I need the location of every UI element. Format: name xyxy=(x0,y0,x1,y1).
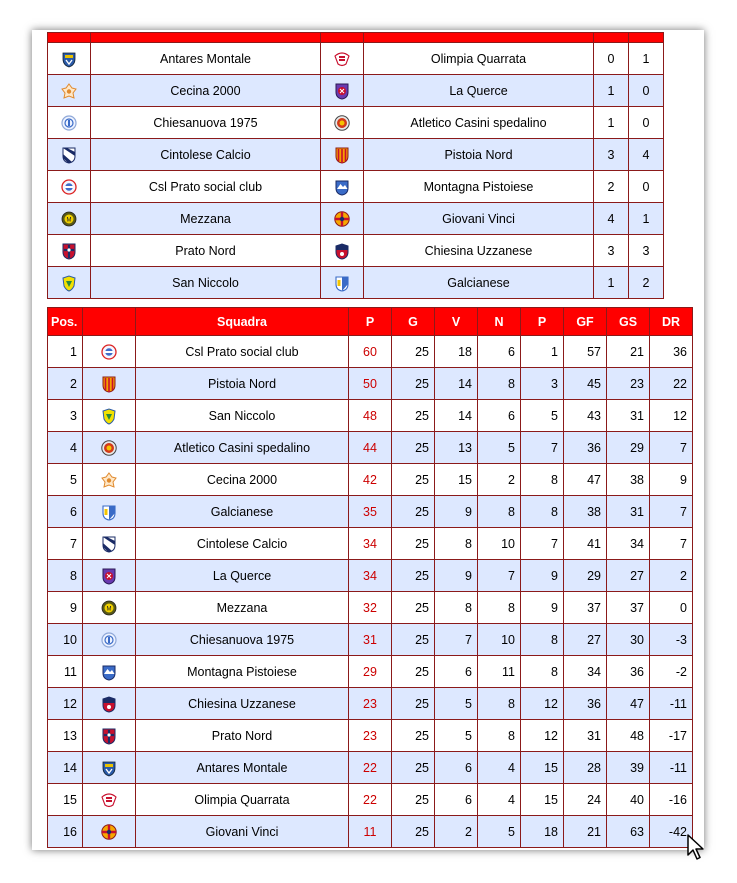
points: 60 xyxy=(349,336,392,368)
drawn: 8 xyxy=(478,720,521,752)
csl-prato-logo-icon xyxy=(48,178,90,196)
home-logo-cell xyxy=(48,203,91,235)
won: 5 xyxy=(435,688,478,720)
team-name[interactable]: Mezzana xyxy=(136,592,349,624)
home-logo-cell xyxy=(48,235,91,267)
points: 32 xyxy=(349,592,392,624)
position: 2 xyxy=(48,368,83,400)
drawn: 4 xyxy=(478,752,521,784)
home-goals: 1 xyxy=(594,75,629,107)
away-goals: 2 xyxy=(629,267,664,299)
position: 9 xyxy=(48,592,83,624)
home-team-name[interactable]: Prato Nord xyxy=(91,235,321,267)
home-logo-cell xyxy=(48,171,91,203)
away-team-name[interactable]: Olimpia Quarrata xyxy=(364,43,594,75)
away-goals: 3 xyxy=(629,235,664,267)
away-team-name[interactable]: Atletico Casini spedalino xyxy=(364,107,594,139)
goals-for: 29 xyxy=(564,560,607,592)
position: 5 xyxy=(48,464,83,496)
team-logo-cell xyxy=(83,624,136,656)
goals-for: 34 xyxy=(564,656,607,688)
mezzana-logo-icon xyxy=(48,210,90,228)
played: 25 xyxy=(392,336,435,368)
team-name[interactable]: Montagna Pistoiese xyxy=(136,656,349,688)
home-team-name[interactable]: Cintolese Calcio xyxy=(91,139,321,171)
goals-against: 34 xyxy=(607,528,650,560)
standings-table xyxy=(47,307,693,848)
header-team[interactable]: Squadra xyxy=(136,308,349,336)
points: 34 xyxy=(349,528,392,560)
result-row xyxy=(48,203,664,235)
goals-against: 48 xyxy=(607,720,650,752)
position: 10 xyxy=(48,624,83,656)
standings-header-row xyxy=(48,308,693,336)
standings-row xyxy=(48,752,693,784)
played: 25 xyxy=(392,720,435,752)
won: 13 xyxy=(435,432,478,464)
home-logo-cell xyxy=(48,107,91,139)
lost: 9 xyxy=(521,592,564,624)
header-won[interactable]: V xyxy=(435,308,478,336)
goals-against: 36 xyxy=(607,656,650,688)
played: 25 xyxy=(392,784,435,816)
prato-nord-logo-icon xyxy=(83,727,135,745)
goal-difference: -3 xyxy=(650,624,693,656)
drawn: 5 xyxy=(478,432,521,464)
team-name[interactable]: Galcianese xyxy=(136,496,349,528)
chiesina-uzzanese-logo-icon xyxy=(83,695,135,713)
won: 14 xyxy=(435,400,478,432)
position: 15 xyxy=(48,784,83,816)
drawn: 10 xyxy=(478,528,521,560)
home-team-name[interactable]: Cecina 2000 xyxy=(91,75,321,107)
goals-against: 30 xyxy=(607,624,650,656)
antares-montale-logo-icon xyxy=(83,759,135,777)
team-logo-cell xyxy=(83,784,136,816)
team-name[interactable]: Prato Nord xyxy=(136,720,349,752)
away-logo-cell xyxy=(321,171,364,203)
played: 25 xyxy=(392,400,435,432)
points: 42 xyxy=(349,464,392,496)
la-querce-logo-icon xyxy=(321,82,363,100)
points: 48 xyxy=(349,400,392,432)
lost: 7 xyxy=(521,528,564,560)
away-logo-cell xyxy=(321,75,364,107)
result-row xyxy=(48,43,664,75)
standings-row xyxy=(48,688,693,720)
team-name[interactable]: Atletico Casini spedalino xyxy=(136,432,349,464)
played: 25 xyxy=(392,688,435,720)
goals-against: 40 xyxy=(607,784,650,816)
home-team-name[interactable]: Antares Montale xyxy=(91,43,321,75)
points: 22 xyxy=(349,784,392,816)
lost: 9 xyxy=(521,560,564,592)
played: 25 xyxy=(392,496,435,528)
goal-difference: 9 xyxy=(650,464,693,496)
away-logo-cell xyxy=(321,203,364,235)
standings-row xyxy=(48,496,693,528)
points: 31 xyxy=(349,624,392,656)
result-row xyxy=(48,235,664,267)
drawn: 2 xyxy=(478,464,521,496)
won: 18 xyxy=(435,336,478,368)
home-goals: 3 xyxy=(594,139,629,171)
cintolese-calcio-logo-icon xyxy=(83,535,135,553)
goal-difference: 7 xyxy=(650,528,693,560)
goal-difference: 36 xyxy=(650,336,693,368)
standings-row xyxy=(48,368,693,400)
away-logo-cell xyxy=(321,235,364,267)
header-goals-against[interactable]: GS xyxy=(607,308,650,336)
won: 6 xyxy=(435,656,478,688)
result-row xyxy=(48,139,664,171)
svg-text:M: M xyxy=(106,606,112,612)
team-name[interactable]: San Niccolo xyxy=(136,400,349,432)
team-logo-cell xyxy=(83,496,136,528)
team-logo-cell xyxy=(83,592,136,624)
home-goals: 2 xyxy=(594,171,629,203)
drawn: 5 xyxy=(478,816,521,848)
team-logo-cell xyxy=(83,464,136,496)
position: 3 xyxy=(48,400,83,432)
home-team-name[interactable]: San Niccolo xyxy=(91,267,321,299)
header-lost[interactable]: P xyxy=(521,308,564,336)
points: 22 xyxy=(349,752,392,784)
away-goals: 0 xyxy=(629,107,664,139)
drawn: 8 xyxy=(478,592,521,624)
galcianese-logo-icon xyxy=(321,274,363,292)
won: 9 xyxy=(435,496,478,528)
lost: 3 xyxy=(521,368,564,400)
won: 15 xyxy=(435,464,478,496)
team-logo-cell xyxy=(83,400,136,432)
standings-row xyxy=(48,528,693,560)
won: 5 xyxy=(435,720,478,752)
played: 25 xyxy=(392,432,435,464)
points: 29 xyxy=(349,656,392,688)
chiesanuova-1975-logo-icon xyxy=(48,114,90,132)
away-logo-cell xyxy=(321,107,364,139)
position: 14 xyxy=(48,752,83,784)
montagna-pistoiese-logo-icon xyxy=(83,663,135,681)
header-logo xyxy=(83,308,136,336)
points: 44 xyxy=(349,432,392,464)
team-name[interactable]: Cintolese Calcio xyxy=(136,528,349,560)
points: 34 xyxy=(349,560,392,592)
standings-row xyxy=(48,464,693,496)
lost: 8 xyxy=(521,496,564,528)
won: 7 xyxy=(435,624,478,656)
home-team-name[interactable]: Chiesanuova 1975 xyxy=(91,107,321,139)
goals-for: 41 xyxy=(564,528,607,560)
svg-text:M: M xyxy=(66,217,72,223)
position: 11 xyxy=(48,656,83,688)
drawn: 6 xyxy=(478,400,521,432)
home-team-name[interactable]: Csl Prato social club xyxy=(91,171,321,203)
position: 13 xyxy=(48,720,83,752)
team-logo-cell xyxy=(83,336,136,368)
home-goals: 4 xyxy=(594,203,629,235)
position: 4 xyxy=(48,432,83,464)
played: 25 xyxy=(392,560,435,592)
pistoia-nord-logo-icon xyxy=(83,375,135,393)
team-logo-cell xyxy=(83,720,136,752)
team-logo-cell xyxy=(83,688,136,720)
won: 14 xyxy=(435,368,478,400)
header-drawn[interactable]: N xyxy=(478,308,521,336)
result-row xyxy=(48,267,664,299)
away-goals: 0 xyxy=(629,171,664,203)
away-team-name[interactable]: Montagna Pistoiese xyxy=(364,171,594,203)
standings-row xyxy=(48,720,693,752)
team-logo-cell xyxy=(83,656,136,688)
played: 25 xyxy=(392,752,435,784)
away-goals: 0 xyxy=(629,75,664,107)
lost: 15 xyxy=(521,784,564,816)
goal-difference: -16 xyxy=(650,784,693,816)
montagna-pistoiese-logo-icon xyxy=(321,178,363,196)
goal-difference: 7 xyxy=(650,432,693,464)
team-logo-cell xyxy=(83,528,136,560)
played: 25 xyxy=(392,528,435,560)
giovani-vinci-logo-icon xyxy=(83,823,135,841)
goal-difference: -2 xyxy=(650,656,693,688)
lost: 15 xyxy=(521,752,564,784)
goals-against: 39 xyxy=(607,752,650,784)
chiesina-uzzanese-logo-icon xyxy=(321,242,363,260)
lost: 8 xyxy=(521,656,564,688)
mezzana-logo-icon xyxy=(83,599,135,617)
goals-against: 31 xyxy=(607,400,650,432)
lost: 8 xyxy=(521,624,564,656)
cecina-2000-logo-icon xyxy=(83,471,135,489)
home-goals: 3 xyxy=(594,235,629,267)
standings-row xyxy=(48,784,693,816)
points: 23 xyxy=(349,720,392,752)
goals-for: 24 xyxy=(564,784,607,816)
mouse-pointer-icon xyxy=(686,833,706,866)
galcianese-logo-icon xyxy=(83,503,135,521)
team-name[interactable]: Csl Prato social club xyxy=(136,336,349,368)
drawn: 8 xyxy=(478,368,521,400)
header-goals-for[interactable]: GF xyxy=(564,308,607,336)
olimpia-quarrata-logo-icon xyxy=(83,791,135,809)
position: 7 xyxy=(48,528,83,560)
home-team-name[interactable]: Mezzana xyxy=(91,203,321,235)
points: 50 xyxy=(349,368,392,400)
points: 23 xyxy=(349,688,392,720)
san-niccolo-logo-icon xyxy=(83,407,135,425)
result-row xyxy=(48,75,664,107)
goal-difference: -11 xyxy=(650,688,693,720)
team-name[interactable]: Chiesina Uzzanese xyxy=(136,688,349,720)
home-logo-cell xyxy=(48,43,91,75)
goal-difference: -11 xyxy=(650,752,693,784)
position: 6 xyxy=(48,496,83,528)
away-logo-cell xyxy=(321,139,364,171)
position: 8 xyxy=(48,560,83,592)
cintolese-calcio-logo-icon xyxy=(48,146,90,164)
lost: 1 xyxy=(521,336,564,368)
standings-row xyxy=(48,624,693,656)
goal-difference: -42 xyxy=(650,816,693,848)
team-logo-cell xyxy=(83,432,136,464)
drawn: 8 xyxy=(478,688,521,720)
played: 25 xyxy=(392,816,435,848)
won: 8 xyxy=(435,528,478,560)
lost: 12 xyxy=(521,688,564,720)
points: 11 xyxy=(349,816,392,848)
goals-for: 43 xyxy=(564,400,607,432)
atletico-casini-spedalino-logo-icon xyxy=(321,114,363,132)
away-goals: 1 xyxy=(629,43,664,75)
goal-difference: 7 xyxy=(650,496,693,528)
goals-for: 57 xyxy=(564,336,607,368)
result-row xyxy=(48,107,664,139)
played: 25 xyxy=(392,624,435,656)
standings-row xyxy=(48,816,693,848)
home-goals: 1 xyxy=(594,107,629,139)
pistoia-nord-logo-icon xyxy=(321,146,363,164)
position: 1 xyxy=(48,336,83,368)
goals-for: 28 xyxy=(564,752,607,784)
team-name[interactable]: Cecina 2000 xyxy=(136,464,349,496)
results-header-strip xyxy=(48,33,664,43)
standings-row xyxy=(48,560,693,592)
goals-against: 37 xyxy=(607,592,650,624)
goals-against: 29 xyxy=(607,432,650,464)
won: 2 xyxy=(435,816,478,848)
standings-row xyxy=(48,656,693,688)
lost: 8 xyxy=(521,464,564,496)
away-team-name[interactable]: Chiesina Uzzanese xyxy=(364,235,594,267)
lost: 12 xyxy=(521,720,564,752)
away-team-name[interactable]: La Querce xyxy=(364,75,594,107)
goals-against: 47 xyxy=(607,688,650,720)
goals-against: 23 xyxy=(607,368,650,400)
prato-nord-logo-icon xyxy=(48,242,90,260)
atletico-casini-spedalino-logo-icon xyxy=(83,439,135,457)
antares-montale-logo-icon xyxy=(48,50,90,68)
goals-for: 21 xyxy=(564,816,607,848)
goals-for: 31 xyxy=(564,720,607,752)
drawn: 6 xyxy=(478,336,521,368)
header-points[interactable]: P xyxy=(349,308,392,336)
team-name[interactable]: Olimpia Quarrata xyxy=(136,784,349,816)
goals-for: 37 xyxy=(564,592,607,624)
goals-for: 38 xyxy=(564,496,607,528)
goals-for: 36 xyxy=(564,432,607,464)
csl-prato-logo-icon xyxy=(83,343,135,361)
won: 6 xyxy=(435,784,478,816)
position: 12 xyxy=(48,688,83,720)
drawn: 4 xyxy=(478,784,521,816)
header-goal-diff[interactable]: DR xyxy=(650,308,693,336)
la-querce-logo-icon xyxy=(83,567,135,585)
goals-against: 63 xyxy=(607,816,650,848)
goal-difference: -17 xyxy=(650,720,693,752)
goal-difference: 2 xyxy=(650,560,693,592)
away-team-name[interactable]: Galcianese xyxy=(364,267,594,299)
standings-row xyxy=(48,432,693,464)
won: 8 xyxy=(435,592,478,624)
goal-difference: 12 xyxy=(650,400,693,432)
away-team-name[interactable]: Pistoia Nord xyxy=(364,139,594,171)
drawn: 11 xyxy=(478,656,521,688)
played: 25 xyxy=(392,368,435,400)
goals-for: 27 xyxy=(564,624,607,656)
lost: 7 xyxy=(521,432,564,464)
lost: 5 xyxy=(521,400,564,432)
goals-for: 47 xyxy=(564,464,607,496)
team-name[interactable]: La Querce xyxy=(136,560,349,592)
team-logo-cell xyxy=(83,752,136,784)
won: 6 xyxy=(435,752,478,784)
standings-row xyxy=(48,400,693,432)
olimpia-quarrata-logo-icon xyxy=(321,50,363,68)
played: 25 xyxy=(392,592,435,624)
drawn: 7 xyxy=(478,560,521,592)
away-goals: 1 xyxy=(629,203,664,235)
position: 16 xyxy=(48,816,83,848)
team-logo-cell xyxy=(83,368,136,400)
away-team-name[interactable]: Giovani Vinci xyxy=(364,203,594,235)
header-played[interactable]: G xyxy=(392,308,435,336)
home-logo-cell xyxy=(48,139,91,171)
played: 25 xyxy=(392,464,435,496)
results-table xyxy=(47,32,664,299)
goals-against: 38 xyxy=(607,464,650,496)
goals-against: 21 xyxy=(607,336,650,368)
home-logo-cell xyxy=(48,267,91,299)
away-logo-cell xyxy=(321,43,364,75)
team-name[interactable]: Giovani Vinci xyxy=(136,816,349,848)
goals-for: 36 xyxy=(564,688,607,720)
home-goals: 0 xyxy=(594,43,629,75)
drawn: 8 xyxy=(478,496,521,528)
home-goals: 1 xyxy=(594,267,629,299)
header-pos[interactable]: Pos. xyxy=(48,308,83,336)
drawn: 10 xyxy=(478,624,521,656)
points: 35 xyxy=(349,496,392,528)
won: 9 xyxy=(435,560,478,592)
goal-difference: 22 xyxy=(650,368,693,400)
goal-difference: 0 xyxy=(650,592,693,624)
goals-for: 45 xyxy=(564,368,607,400)
goals-against: 31 xyxy=(607,496,650,528)
giovani-vinci-logo-icon xyxy=(321,210,363,228)
team-logo-cell xyxy=(83,560,136,592)
away-goals: 4 xyxy=(629,139,664,171)
lost: 18 xyxy=(521,816,564,848)
san-niccolo-logo-icon xyxy=(48,274,90,292)
played: 25 xyxy=(392,656,435,688)
goals-against: 27 xyxy=(607,560,650,592)
team-name[interactable]: Chiesanuova 1975 xyxy=(136,624,349,656)
standings-row xyxy=(48,592,693,624)
cecina-2000-logo-icon xyxy=(48,82,90,100)
result-row xyxy=(48,171,664,203)
away-logo-cell xyxy=(321,267,364,299)
team-name[interactable]: Antares Montale xyxy=(136,752,349,784)
chiesanuova-1975-logo-icon xyxy=(83,631,135,649)
home-logo-cell xyxy=(48,75,91,107)
team-logo-cell xyxy=(83,816,136,848)
standings-row xyxy=(48,336,693,368)
team-name[interactable]: Pistoia Nord xyxy=(136,368,349,400)
